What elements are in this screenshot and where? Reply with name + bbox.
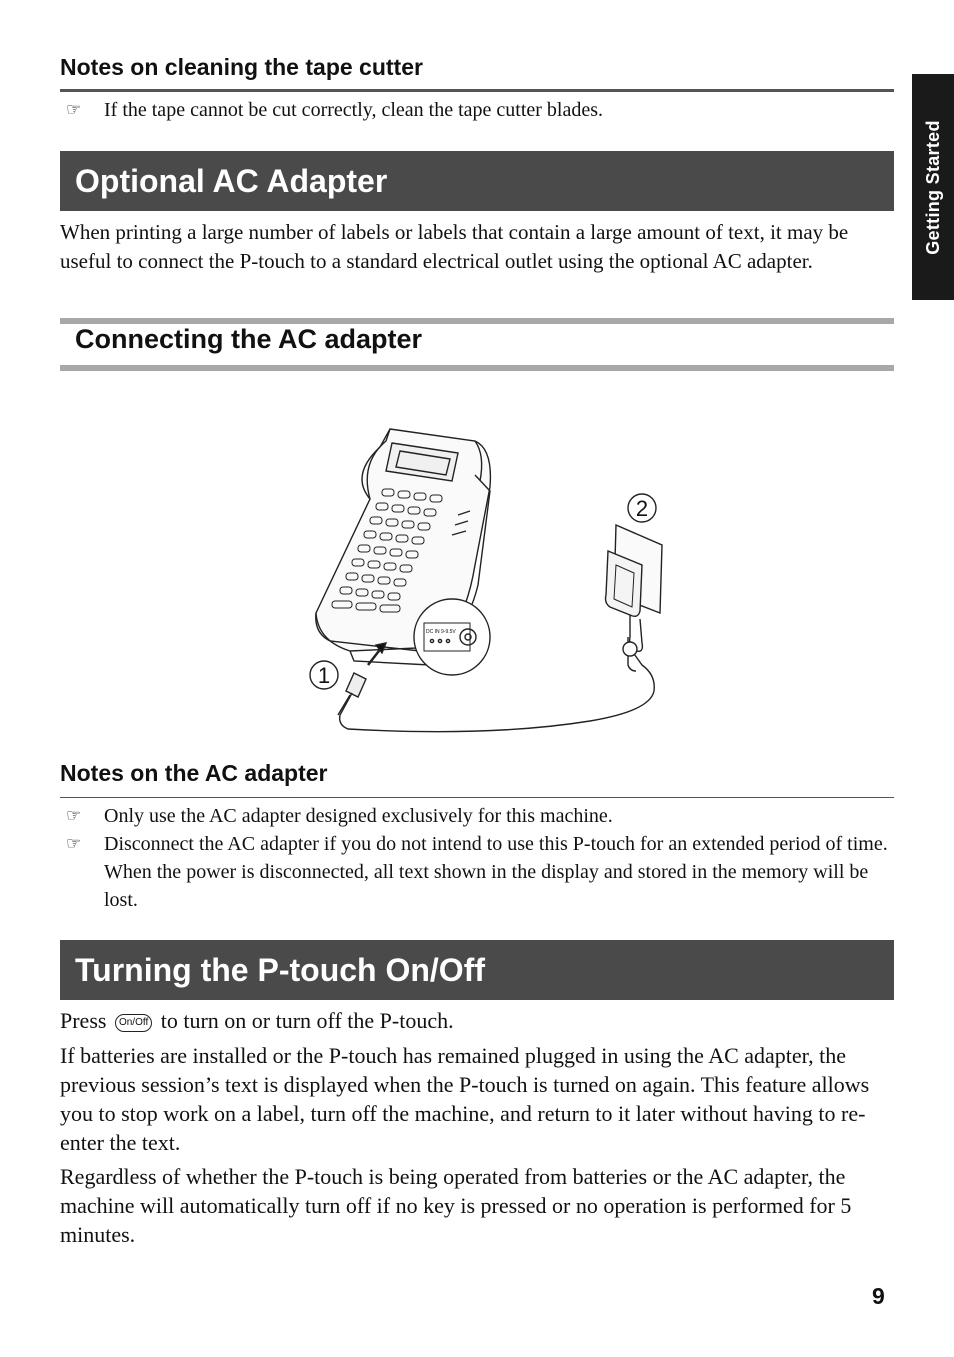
pointing-hand-icon: ☞ (66, 834, 82, 853)
pointing-hand-icon: ☞ (66, 806, 82, 825)
onoff-para-2: Regardless of whether the P-touch is being operated from batteries or the AC adapter, the machine will automatically turn off if no key is pressed or no operation is performed for 5 minutes. (60, 1164, 852, 1247)
page-number: 9 (872, 1283, 885, 1309)
ac-notes-rule (60, 797, 894, 798)
ac-note-item (60, 802, 894, 830)
ac-notes-heading: Notes on the AC adapter (60, 760, 328, 786)
ac-adapter-illustration (290, 415, 690, 735)
side-tab (912, 74, 954, 300)
ac-note-text: Only use the AC adapter designed exclusively for this machine. (104, 805, 613, 827)
jack-callout-circle (414, 599, 490, 675)
cleaning-note-text: If the tape cannot be cut correctly, clean the tape cutter blades. (104, 99, 604, 121)
dc-plug (346, 673, 366, 697)
ac-note-item (60, 830, 894, 914)
cleaning-note (60, 96, 894, 124)
connecting-band-bottom (60, 365, 894, 371)
jack-label: DC IN 9-9.5V (426, 629, 456, 635)
ac-adapter-intro: When printing a large number of labels or labels that contain a large amount of text, it may be useful to connect the P-touch to a standard electrical outlet using the optional AC adapter. (60, 220, 849, 273)
side-tab-label: Getting Started (922, 119, 943, 255)
callout-1-text: 1 (317, 663, 331, 688)
ac-note-text: Disconnect the AC adapter if you do not intend to use this P-touch for an extended period of time. When the power is disconnected, all text shown in the display and stored in the memory will be lost. (104, 833, 888, 911)
on-off-key-icon: On/Off (115, 1014, 152, 1032)
section-bar-ac-adapter (60, 151, 894, 211)
connecting-title: Connecting the AC adapter (75, 324, 423, 354)
cleaning-heading: Notes on cleaning the tape cutter (60, 54, 423, 80)
press-before: Press (60, 1008, 107, 1033)
callout-2-text: 2 (635, 496, 649, 521)
onoff-title: Turning the P-touch On/Off (75, 951, 485, 988)
cleaning-rule (60, 89, 894, 92)
onoff-press-line (60, 1006, 894, 1035)
press-after: to turn on or turn off the P-touch. (160, 1008, 454, 1033)
pointing-hand-icon: ☞ (66, 100, 82, 119)
ac-adapter-title: Optional AC Adapter (75, 162, 388, 199)
onoff-para-1: If batteries are installed or the P-touch has remained plugged in using the AC adapter, the previous session’s text is displayed when the P-touch is turned on again. This feature allows you to stop work on a label, turn off the machine, and return to it later without having to re-enter the text. (60, 1043, 870, 1155)
section-bar-onoff (60, 940, 894, 1000)
